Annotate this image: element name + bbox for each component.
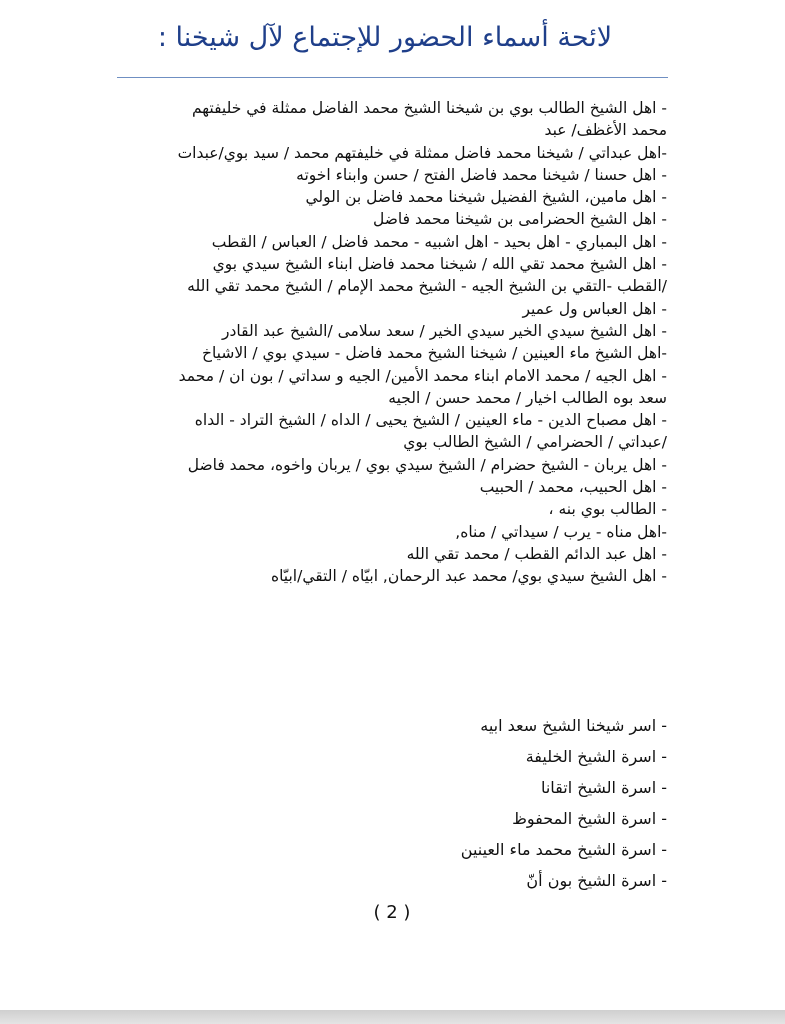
list-item: - اهل الحبيب، محمد / الحبيب — [479, 478, 667, 497]
list-item: - اهل يربان - الشيخ حضرام / الشيخ سيدي بوي / يربان واخوه، محمد فاضل — [187, 455, 667, 474]
page-title: لائحة أسماء الحضور للإجتماع لآل شيخنا : — [157, 22, 613, 53]
family-item: - اسرة الشيخ الخليفة — [525, 747, 667, 766]
page-number: ( 2 ) — [373, 902, 411, 923]
family-item: - اسر شيخنا الشيخ سعد ابيه — [480, 716, 667, 735]
family-item: - اسرة الشيخ محمد ماء العينين — [460, 840, 667, 859]
list-item: - اهل الشيخ سيدي الخير سيدي الخير / سعد سلامى /الشيخ عبد القادر — [222, 321, 667, 340]
list-item: - اهل الشيخ الطالب بوي بن شيخنا الشيخ محمد الفاضل ممثلة في خليفتهم — [191, 99, 667, 117]
list-item: - اهل مصباح الدين - ماء العينين / الشيخ يحيى / الداه / الشيخ التراد - الداه — [194, 411, 667, 430]
list-item: - اهل عبد الدائم القطب / محمد تقي الله — [406, 544, 667, 563]
list-item: -اهل الشيخ ماء العينين / شيخنا الشيخ محمد فاضل - سيدي بوي / الاشياخ — [201, 344, 667, 363]
list-item: - اهل الشيخ محمد تقي الله / شيخنا محمد فاضل ابناء الشيخ سيدي بوي — [212, 255, 667, 274]
page-edge-shadow — [0, 1010, 785, 1024]
family-list — [367, 710, 667, 896]
list-item: -اهل عبداتي / شيخنا محمد فاضل ممثلة في خليفتهم محمد / سيد بوي/عبدات — [177, 143, 667, 162]
list-item: - اهل الشيخ سيدي بوي/ محمد عبد الرحمان, ابيّاه / التقي/ابيّاه — [270, 567, 667, 586]
list-item: - اهل الشيخ الحضرامى بن شيخنا محمد فاضل — [372, 210, 667, 229]
list-item: محمد الأغظف/ عبد — [544, 121, 667, 140]
list-item: - اهل العباس ول عمير — [522, 299, 667, 318]
family-item: - اسرة الشيخ بون أنّ — [526, 871, 667, 890]
list-item: - اهل الجيه / محمد الامام ابناء محمد الأمين/ الجيه و سداتي / بون ان / محمد — [178, 366, 667, 385]
list-item: سعد بوه الطالب اخيار / محمد حسن / الجيه — [388, 388, 667, 407]
list-item: - الطالب بوي بنه ، — [548, 500, 667, 519]
title-underline — [117, 77, 668, 78]
attendee-list — [107, 97, 667, 588]
family-item: - اسرة الشيخ المحفوظ — [512, 809, 667, 828]
list-item: /عبداتي / الحضرامي / الشيخ الطالب بوي — [403, 433, 667, 452]
list-item: -اهل مناه - يرب / سيداتي / مناه, — [455, 522, 667, 541]
family-item: - اسرة الشيخ اتقانا — [540, 778, 667, 797]
list-item: /القطب -التقي بن الشيخ الجيه - الشيخ محمد الإمام / الشيخ محمد تقي الله — [187, 277, 667, 296]
list-item: - اهل مامين، الشيخ الفضيل شيخنا محمد فاضل بن الولي — [305, 188, 667, 207]
list-item: - اهل حسنا / شيخنا محمد فاضل الفتح / حسن وابناء اخوته — [296, 165, 667, 184]
list-item: - اهل البمباري - اهل بحيد - اهل اشبيه - محمد فاضل / العباس / القطب — [211, 232, 667, 251]
